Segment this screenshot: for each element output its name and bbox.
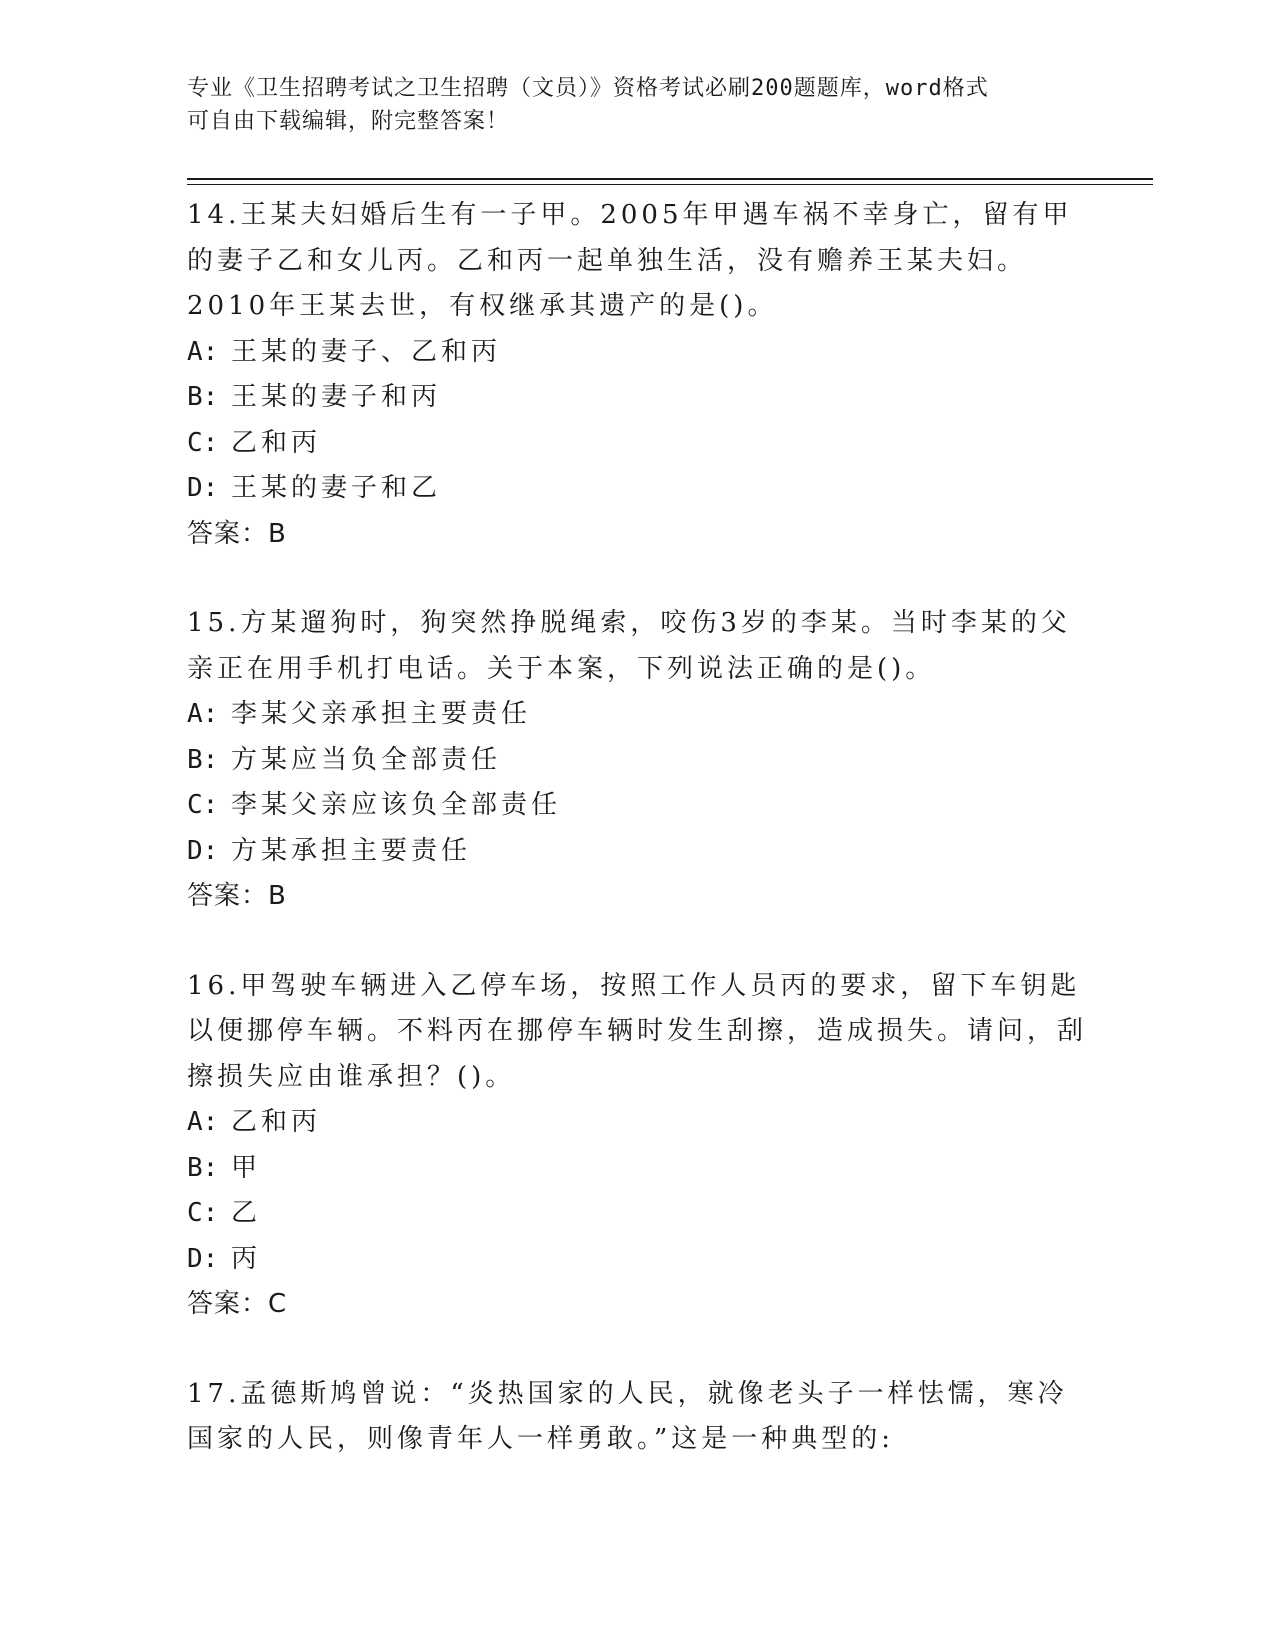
option-c [187, 421, 1087, 467]
option-text: 王某的妻子和乙 [231, 473, 442, 503]
option-text: 李某父亲承担主要责任 [231, 699, 532, 729]
option-letter: D: [187, 473, 219, 503]
option-text: 乙和丙 [231, 1107, 322, 1137]
option-letter: D: [187, 835, 219, 866]
option-letter: D: [187, 1243, 219, 1274]
question-stem: 14.王某夫妇婚后生有一子甲。2005年甲遇车祸不幸身亡，留有甲的妻子乙和女儿丙。乙和丙一起单独生活，没有赡养王某夫妇。2010年王某去世，有权继承其遗产的是()。 [187, 200, 1073, 321]
header-divider-thin [187, 184, 1153, 185]
question-14 [187, 193, 1087, 557]
option-letter: B: [187, 744, 219, 775]
question-list [187, 193, 1087, 1507]
question-17 [187, 1372, 1087, 1463]
option-text: 方某承担主要责任 [231, 835, 472, 866]
answer-line: 答案：C [187, 1289, 288, 1319]
option-text: 李某父亲应该负全部责任 [231, 790, 562, 820]
option-letter: B: [187, 382, 219, 412]
document-header [187, 72, 1067, 138]
option-text: 乙 [231, 1198, 262, 1228]
answer-line: 答案：B [187, 518, 287, 549]
header-divider-thick [187, 178, 1153, 180]
header-line-2: 可自由下载编辑，附完整答案！ [187, 109, 510, 134]
header-line-1: 专业《卫生招聘考试之卫生招聘（文员）》资格考试必刷200题题库，word格式 [187, 76, 989, 101]
option-a [187, 692, 1087, 738]
option-d [187, 466, 1087, 512]
question-stem: 16.甲驾驶车辆进入乙停车场，按照工作人员丙的要求，留下车钥匙以便挪停车辆。不料丙在挪停车辆时发生刮擦，造成损失。请问，刮擦损失应由谁承担？()。 [187, 970, 1088, 1092]
option-d [187, 829, 1087, 875]
question-15 [187, 601, 1087, 920]
option-text: 方某应当负全部责任 [231, 744, 502, 775]
question-stem: 15.方某遛狗时，狗突然挣脱绳索，咬伤3岁的李某。当时李某的父亲正在用手机打电话。关于本案，下列说法正确的是()。 [187, 608, 1071, 684]
option-c [187, 783, 1087, 829]
option-letter: C: [187, 790, 219, 820]
option-letter: B: [187, 1152, 219, 1183]
option-b [187, 375, 1087, 421]
question-stem: 17.孟德斯鸠曾说：“炎热国家的人民，就像老头子一样怯懦，寒冷国家的人民，则像青年人一样勇敢。”这是一种典型的: [187, 1378, 1068, 1454]
option-text: 王某的妻子和丙 [231, 382, 442, 412]
option-letter: C: [187, 427, 219, 458]
option-b [187, 738, 1087, 784]
option-c [187, 1191, 1087, 1237]
answer-line: 答案：B [187, 881, 287, 911]
option-letter: C: [187, 1198, 219, 1228]
option-letter: A: [187, 699, 219, 729]
option-a [187, 1100, 1087, 1146]
option-b [187, 1146, 1087, 1192]
option-letter: A: [187, 1107, 219, 1137]
option-a [187, 330, 1087, 376]
option-text: 乙和丙 [231, 427, 322, 458]
question-16 [187, 964, 1087, 1328]
option-d [187, 1237, 1087, 1283]
option-letter: A: [187, 336, 219, 367]
option-text: 丙 [231, 1243, 262, 1274]
option-text: 甲 [231, 1152, 262, 1183]
option-text: 王某的妻子、乙和丙 [231, 336, 502, 367]
